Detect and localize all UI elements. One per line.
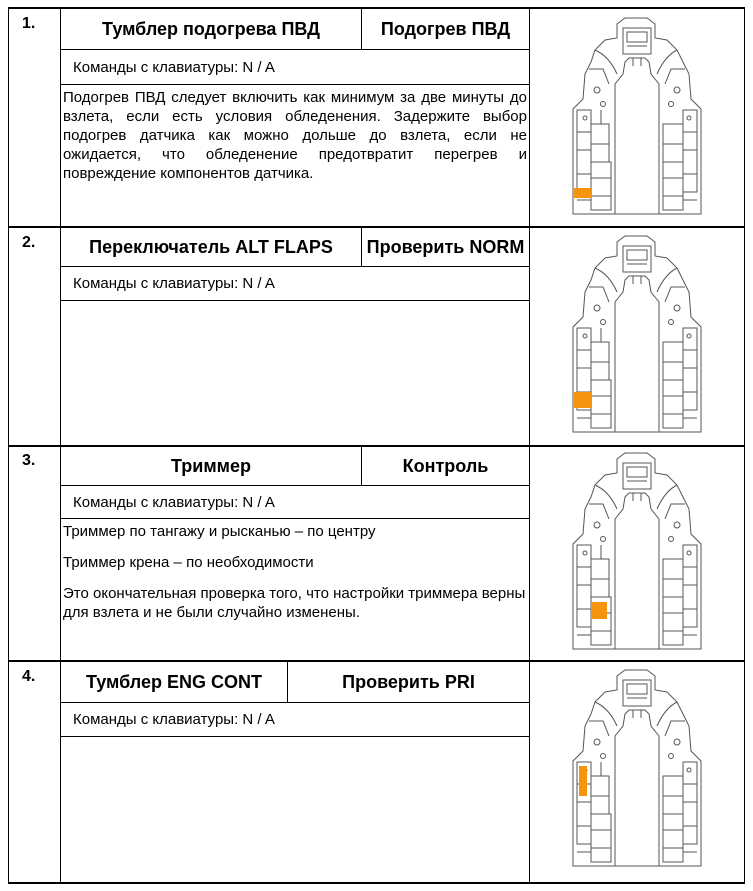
control-action: Проверить NORM (366, 236, 525, 257)
step-number: 3. (22, 452, 36, 469)
cockpit-layout-diagram (533, 449, 741, 657)
highlight-marker (574, 188, 592, 198)
keyboard-commands: Команды с клавиатуры: N / A (73, 711, 275, 728)
step-number: 2. (22, 234, 36, 251)
keyboard-commands: Команды с клавиатуры: N / A (73, 275, 275, 292)
step-description: Подогрев ПВД следует включить как минимум за две минуты до взлета, если есть условия обледенения. Задержите выбор подогрев датчика как можно дольше до взлета, если не ожидается, что обледенение предотвратит перегрев и повреждение компонентов датчика. (63, 89, 527, 182)
control-name: Тумблер подогрева ПВД (102, 18, 320, 39)
cockpit-layout-diagram (533, 232, 741, 440)
description-line: Триммер крена – по необходимости (63, 554, 314, 571)
control-action: Подогрев ПВД (380, 18, 511, 39)
step-description (63, 522, 529, 634)
control-name: Переключатель ALT FLAPS (89, 236, 333, 257)
highlight-marker (574, 392, 592, 408)
keyboard-commands: Команды с клавиатуры: N / A (73, 58, 275, 76)
control-action: Контроль (402, 455, 489, 476)
control-action: Проверить PRI (342, 671, 475, 692)
keyboard-commands: Команды с клавиатуры: N / A (73, 493, 275, 511)
description-line: Это окончательная проверка того, что настройки триммера верны для взлета и не были случайно изменены. (63, 585, 526, 621)
step-number: 1. (22, 15, 36, 32)
cockpit-layout-diagram (533, 666, 741, 874)
control-name: Триммер (170, 455, 251, 476)
highlight-marker (591, 602, 607, 619)
control-name: Тумблер ENG CONT (85, 671, 263, 692)
highlight-marker (579, 766, 587, 796)
description-line: Триммер по тангажу и рысканью – по центру (63, 523, 376, 540)
step-number: 4. (22, 668, 36, 685)
cockpit-layout-diagram (533, 14, 741, 222)
